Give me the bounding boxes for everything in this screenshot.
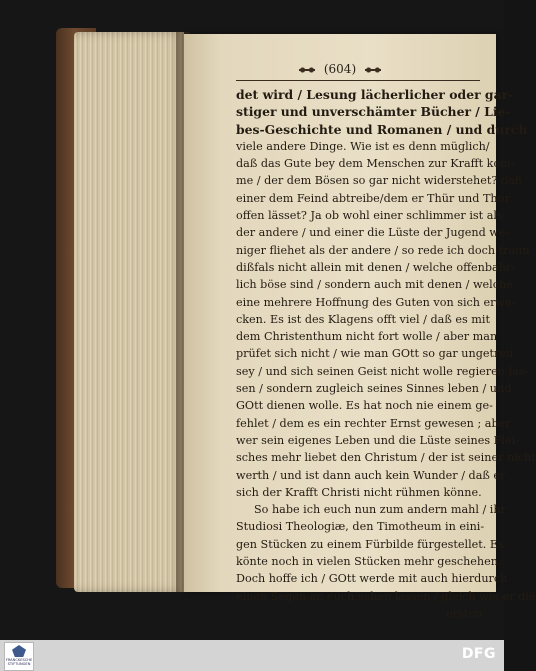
text-line: bes-Geschichte und Romanen / und durch [236,121,528,137]
text-line: Doch hoffe ich / GOtt werde mit auch hierdurch [236,572,508,586]
text-line: einen Segen an euch sehen lassen / gleich wie er die [236,589,536,603]
catchword: ersten [445,606,482,620]
text-line: werth / und ist dann auch kein Wunder / daß er [236,468,506,482]
text-line: lich böse sind / sondern auch mit denen / welche [236,278,513,292]
text-line: So habe ich euch nun zum andern mahl / ihr [254,503,506,517]
ornament-left-icon [296,65,318,75]
header-rule [236,80,480,81]
text-line: fehlet / dem es ein rechter Ernst gewesen ; aber [236,416,511,430]
text-line: sches mehr liebet den Christum / der ist seiner nicht [236,451,536,465]
ornament-right-icon [362,65,384,75]
text-line: GOtt dienen wolle. Es hat noch nie einem ge- [236,399,493,413]
page-body-text [236,86,536,622]
text-line: einer dem Feind abtreibe/dem er Thür und Thor [236,191,510,205]
text-line: dißfals nicht allein mit denen / welche offenbahr- [236,260,516,274]
text-line: sen / sondern zugleich seines Sinnes leben / und [236,382,512,396]
text-line: offen lässet? Ja ob wohl einer schlimmer ist als [236,209,503,223]
book-page-edges [74,32,184,592]
text-line: dem Christenthum nicht fort wolle / aber man [236,330,498,344]
text-line: wer sein eigenes Leben und die Lüste seines Flei- [236,433,519,447]
text-line: me / der dem Bösen so gar nicht widerstehet? daß [236,174,523,188]
text-line: der andere / und einer die Lüste der Jugend we- [236,226,510,240]
text-line: eine mehrere Hoffnung des Guten von sich erwe- [236,295,516,309]
text-line: niger fliehet als der andere / so rede ich doch traun [236,243,530,257]
text-line: gen Stücken zu einem Fürbilde fürgestellet. Es [236,537,504,551]
footer-bar [0,640,504,671]
text-line: könte noch in vielen Stücken mehr geschehen. [236,555,502,569]
text-line: Studiosi Theologiæ, den Timotheum in eini- [236,520,485,534]
page-header [184,62,496,76]
dfg-logo[interactable]: DFG [461,646,496,662]
library-logo[interactable] [4,642,34,671]
text-line: sey / und sich seinen Geist nicht wolle regieren las- [236,364,529,378]
text-line: sich der Krafft Christi nicht rühmen könne. [236,485,482,499]
library-emblem-icon [12,645,26,657]
text-line: stiger und unverschämter Bücher / Lie- [236,104,511,120]
text-line: det wird / Lesung lächerlicher oder gar- [236,87,514,102]
library-logo-text: FRANCKESCHE STIFTUNGEN [5,658,33,666]
text-line: cken. Es ist des Klagens offt viel / daß es mit [236,312,490,326]
page-number: (604) [323,62,357,76]
text-line: daß das Gute bey dem Menschen zur Krafft kom- [236,157,515,171]
book-page [184,34,536,620]
text-line: prüfet sich nicht / wie man GOtt so gar ungetreu [236,347,514,361]
text-line: viele andere Dinge. Wie ist es denn müglich/ [236,139,490,153]
